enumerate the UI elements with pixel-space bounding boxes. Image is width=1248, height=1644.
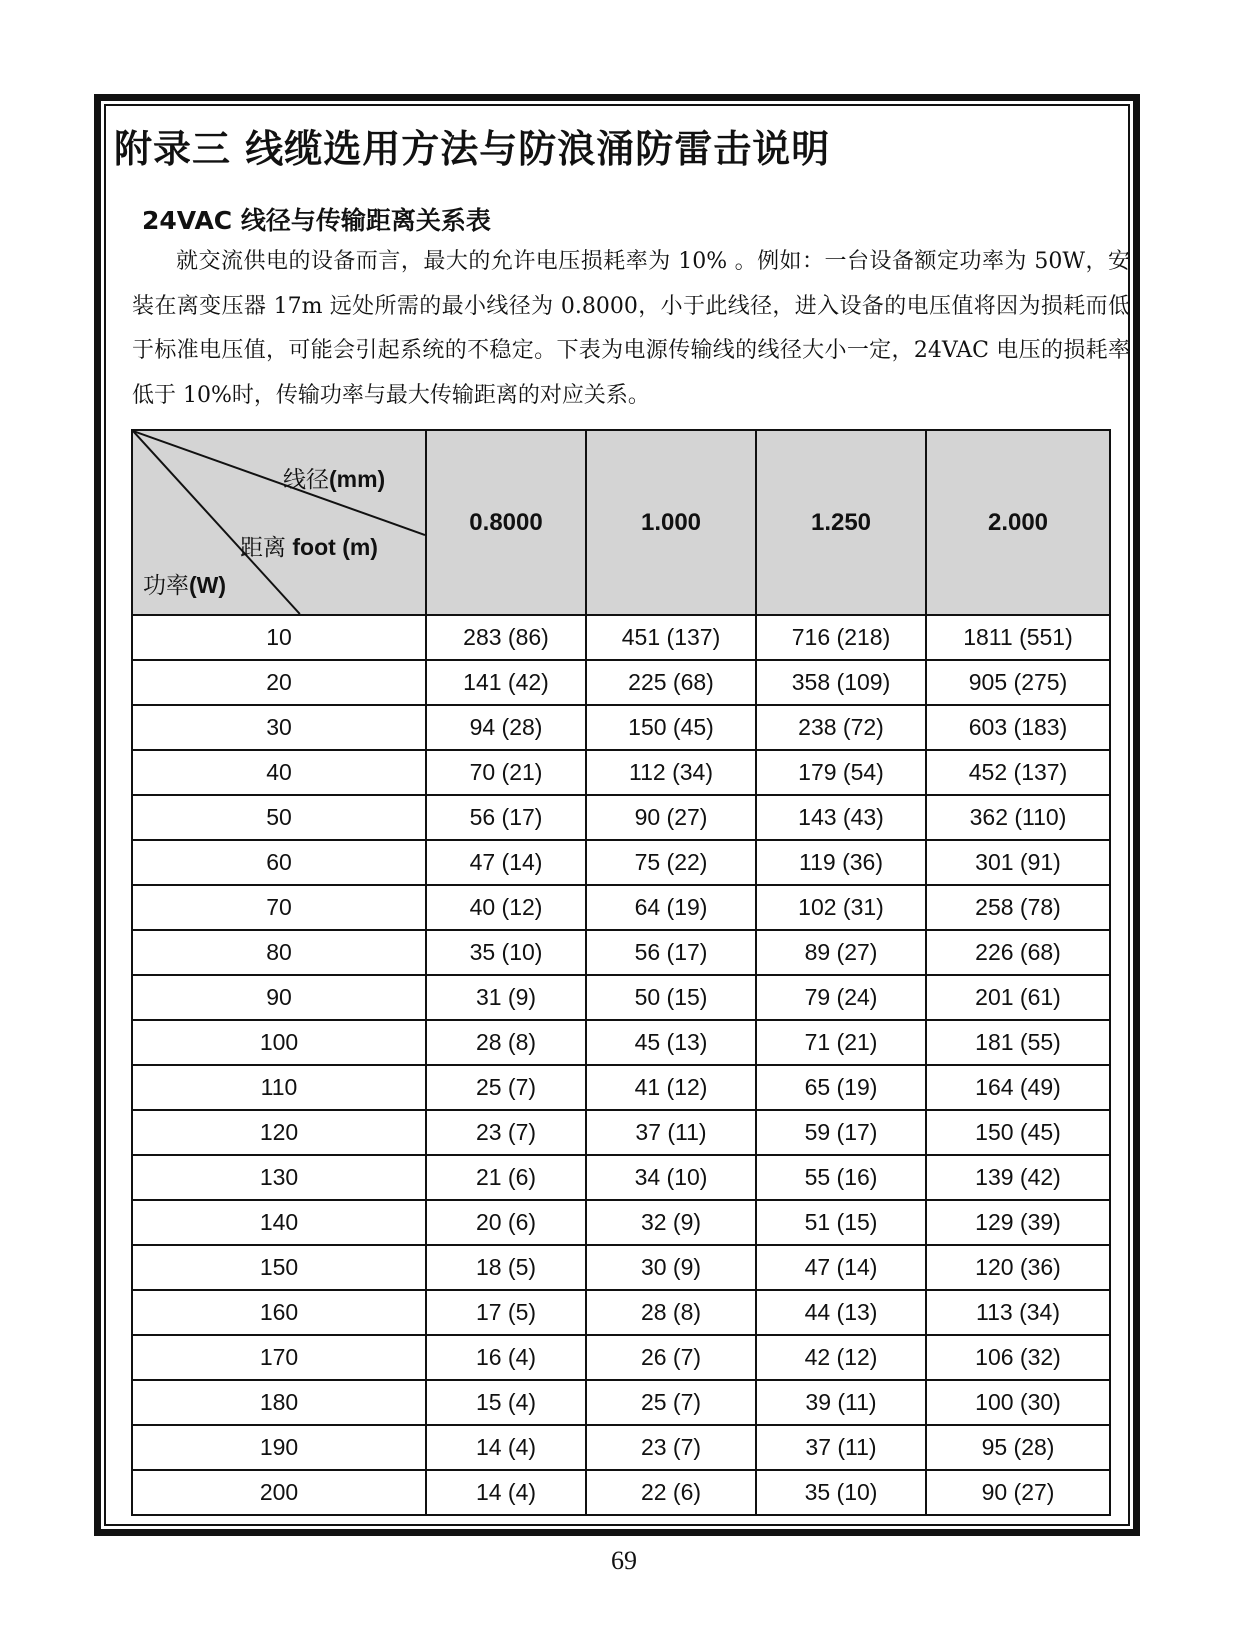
distance-cell: 17 (5) <box>426 1290 586 1335</box>
table-row <box>132 750 1110 795</box>
distance-cell: 112 (34) <box>586 750 756 795</box>
distance-cell: 201 (61) <box>926 975 1110 1020</box>
distance-cell: 905 (275) <box>926 660 1110 705</box>
distance-cell: 25 (7) <box>586 1380 756 1425</box>
table-row <box>132 1245 1110 1290</box>
page-title: 附录三 线缆选用方法与防浪涌防雷击说明 <box>114 127 831 171</box>
power-cell: 140 <box>132 1200 426 1245</box>
distance-cell: 20 (6) <box>426 1200 586 1245</box>
distance-cell: 75 (22) <box>586 840 756 885</box>
table-header-row <box>132 430 1110 615</box>
distance-cell: 150 (45) <box>926 1110 1110 1155</box>
table-row <box>132 1020 1110 1065</box>
power-cell: 90 <box>132 975 426 1020</box>
distance-cell: 238 (72) <box>756 705 926 750</box>
column-header: 1.250 <box>756 430 926 615</box>
distance-cell: 37 (11) <box>756 1425 926 1470</box>
power-cell: 70 <box>132 885 426 930</box>
power-cell: 50 <box>132 795 426 840</box>
distance-cell: 70 (21) <box>426 750 586 795</box>
distance-cell: 64 (19) <box>586 885 756 930</box>
power-cell: 100 <box>132 1020 426 1065</box>
distance-cell: 65 (19) <box>756 1065 926 1110</box>
distance-cell: 25 (7) <box>426 1065 586 1110</box>
table-row <box>132 1470 1110 1515</box>
distance-cell: 55 (16) <box>756 1155 926 1200</box>
distance-cell: 37 (11) <box>586 1110 756 1155</box>
distance-cell: 30 (9) <box>586 1245 756 1290</box>
power-cell: 60 <box>132 840 426 885</box>
distance-cell: 28 (8) <box>586 1290 756 1335</box>
distance-cell: 42 (12) <box>756 1335 926 1380</box>
distance-cell: 59 (17) <box>756 1110 926 1155</box>
table-row <box>132 660 1110 705</box>
distance-cell: 113 (34) <box>926 1290 1110 1335</box>
distance-cell: 56 (17) <box>426 795 586 840</box>
distance-cell: 51 (15) <box>756 1200 926 1245</box>
distance-cell: 120 (36) <box>926 1245 1110 1290</box>
table-row <box>132 930 1110 975</box>
distance-cell: 143 (43) <box>756 795 926 840</box>
distance-cell: 716 (218) <box>756 615 926 660</box>
distance-cell: 79 (24) <box>756 975 926 1020</box>
distance-cell: 90 (27) <box>586 795 756 840</box>
distance-cell: 32 (9) <box>586 1200 756 1245</box>
distance-cell: 44 (13) <box>756 1290 926 1335</box>
wire-distance-table-container <box>131 429 1109 1516</box>
distance-cell: 23 (7) <box>586 1425 756 1470</box>
distance-cell: 34 (10) <box>586 1155 756 1200</box>
table-row <box>132 1110 1110 1155</box>
distance-cell: 181 (55) <box>926 1020 1110 1065</box>
intro-paragraph: 就交流供电的设备而言，最大的允许电压损耗率为 10% 。例如：一台设备额定功率为 50W，安装在离变压器 17m 远处所需的最小线径为 0.8000，小于此线径，进入设备的电压值将因为损耗而低于标准电压值，可能会引起系统的不稳定。下表为电源传输线的线径大小一定，24VAC 电压的损耗率低于 10%时，传输功率与最大传输距离的对应关系。 <box>132 249 1130 408</box>
distance-cell: 47 (14) <box>426 840 586 885</box>
power-label: 功率(W) <box>143 572 227 598</box>
distance-cell: 102 (31) <box>756 885 926 930</box>
power-cell: 10 <box>132 615 426 660</box>
power-cell: 30 <box>132 705 426 750</box>
distance-cell: 41 (12) <box>586 1065 756 1110</box>
table-row <box>132 1290 1110 1335</box>
power-cell: 200 <box>132 1470 426 1515</box>
column-header: 2.000 <box>926 430 1110 615</box>
distance-cell: 358 (109) <box>756 660 926 705</box>
distance-cell: 31 (9) <box>426 975 586 1020</box>
distance-cell: 26 (7) <box>586 1335 756 1380</box>
table-row <box>132 975 1110 1020</box>
distance-cell: 1811 (551) <box>926 615 1110 660</box>
distance-label: 距离 foot (m) <box>240 534 378 560</box>
distance-cell: 35 (10) <box>756 1470 926 1515</box>
distance-cell: 106 (32) <box>926 1335 1110 1380</box>
distance-cell: 47 (14) <box>756 1245 926 1290</box>
power-cell: 20 <box>132 660 426 705</box>
distance-cell: 179 (54) <box>756 750 926 795</box>
distance-cell: 119 (36) <box>756 840 926 885</box>
power-cell: 110 <box>132 1065 426 1110</box>
table-row <box>132 1155 1110 1200</box>
distance-cell: 139 (42) <box>926 1155 1110 1200</box>
distance-cell: 164 (49) <box>926 1065 1110 1110</box>
table-row <box>132 840 1110 885</box>
distance-cell: 362 (110) <box>926 795 1110 840</box>
distance-cell: 90 (27) <box>926 1470 1110 1515</box>
distance-cell: 45 (13) <box>586 1020 756 1065</box>
distance-cell: 141 (42) <box>426 660 586 705</box>
table-row <box>132 1425 1110 1470</box>
power-cell: 180 <box>132 1380 426 1425</box>
distance-cell: 50 (15) <box>586 975 756 1020</box>
page-number: 69 <box>611 1546 637 1575</box>
distance-cell: 40 (12) <box>426 885 586 930</box>
table-row <box>132 795 1110 840</box>
table-row <box>132 1380 1110 1425</box>
table-row <box>132 1065 1110 1110</box>
power-cell: 170 <box>132 1335 426 1380</box>
distance-cell: 225 (68) <box>586 660 756 705</box>
column-header: 1.000 <box>586 430 756 615</box>
distance-cell: 18 (5) <box>426 1245 586 1290</box>
power-cell: 130 <box>132 1155 426 1200</box>
distance-cell: 15 (4) <box>426 1380 586 1425</box>
distance-cell: 21 (6) <box>426 1155 586 1200</box>
distance-cell: 14 (4) <box>426 1470 586 1515</box>
power-cell: 160 <box>132 1290 426 1335</box>
distance-cell: 71 (21) <box>756 1020 926 1065</box>
table-row <box>132 1335 1110 1380</box>
table-row <box>132 1200 1110 1245</box>
distance-cell: 301 (91) <box>926 840 1110 885</box>
power-cell: 190 <box>132 1425 426 1470</box>
wire-distance-table <box>131 429 1111 1516</box>
section-subtitle: 24VAC 线径与传输距离关系表 <box>142 206 491 235</box>
distance-cell: 603 (183) <box>926 705 1110 750</box>
distance-cell: 14 (4) <box>426 1425 586 1470</box>
power-cell: 40 <box>132 750 426 795</box>
distance-cell: 129 (39) <box>926 1200 1110 1245</box>
distance-cell: 95 (28) <box>926 1425 1110 1470</box>
distance-cell: 258 (78) <box>926 885 1110 930</box>
distance-cell: 23 (7) <box>426 1110 586 1155</box>
distance-cell: 22 (6) <box>586 1470 756 1515</box>
distance-cell: 39 (11) <box>756 1380 926 1425</box>
table-row <box>132 705 1110 750</box>
distance-cell: 150 (45) <box>586 705 756 750</box>
diagonal-header-cell <box>132 430 426 615</box>
table-row <box>132 885 1110 930</box>
distance-cell: 16 (4) <box>426 1335 586 1380</box>
distance-cell: 56 (17) <box>586 930 756 975</box>
table-body <box>132 615 1110 1515</box>
distance-cell: 283 (86) <box>426 615 586 660</box>
distance-cell: 226 (68) <box>926 930 1110 975</box>
distance-cell: 100 (30) <box>926 1380 1110 1425</box>
table-row <box>132 615 1110 660</box>
wire-gauge-label: 线径(mm) <box>283 466 386 492</box>
distance-cell: 451 (137) <box>586 615 756 660</box>
distance-cell: 35 (10) <box>426 930 586 975</box>
power-cell: 80 <box>132 930 426 975</box>
distance-cell: 28 (8) <box>426 1020 586 1065</box>
distance-cell: 452 (137) <box>926 750 1110 795</box>
column-header: 0.8000 <box>426 430 586 615</box>
power-cell: 120 <box>132 1110 426 1155</box>
power-cell: 150 <box>132 1245 426 1290</box>
distance-cell: 89 (27) <box>756 930 926 975</box>
distance-cell: 94 (28) <box>426 705 586 750</box>
